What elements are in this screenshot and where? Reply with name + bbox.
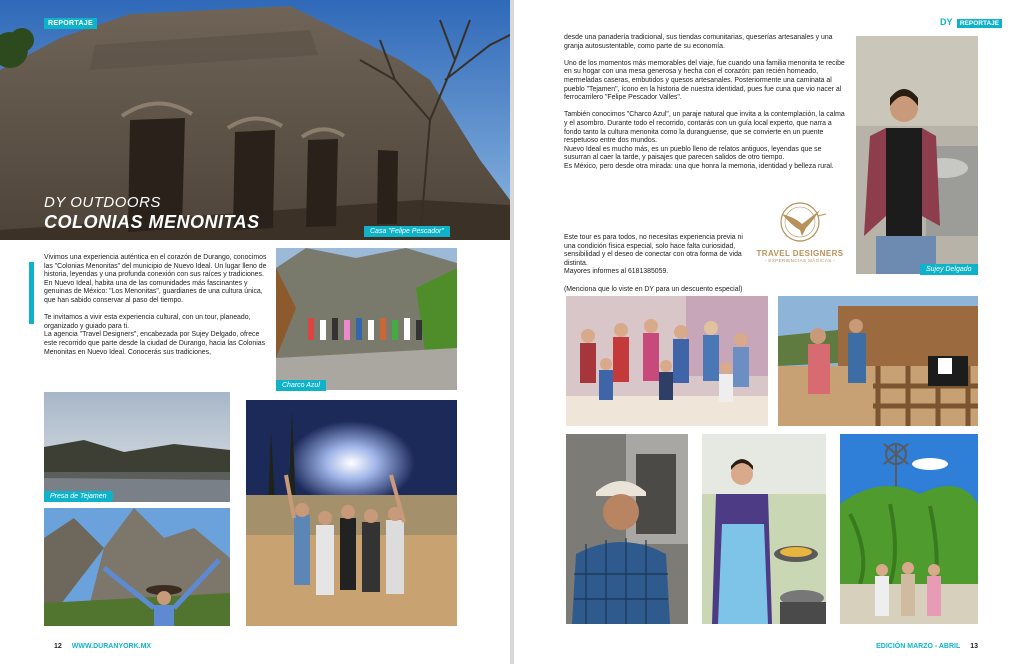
paragraph: En Nuevo Ideal, habita una de las comunidades más fascinantes y genuinas de México: "Los Menonitas", guardianes de una cultura única, que han sabido conservar al paso del tiempo.: [44, 279, 263, 304]
photo-sujey-delgado: [856, 36, 978, 274]
right-body-text-2: [564, 234, 750, 303]
brand-tagline: - EXPERIENCIAS MÁGICAS -: [764, 258, 836, 263]
paragraph: Vivimos una experiencia auténtica en el corazón de Durango, conocimos las "Colonias Menonitas" del municipio de Nuevo Ideal. Un lugar lleno de historia, leyendas y una profunda conexión con sus raíces y tradiciones.: [44, 254, 267, 279]
photo-presa-tejamen: [44, 392, 230, 502]
paragraph: Es México, pero desde otra mirada: una que honra la memoria, identidad y belleza rural.: [564, 162, 834, 170]
photo-mennonite-family: [566, 296, 768, 426]
footer-right: [876, 643, 978, 650]
footer-left: [54, 643, 151, 650]
photo-calf-feeding: [778, 296, 978, 426]
brand-name: TRAVEL DESIGNERS: [756, 249, 844, 258]
left-body-text: [44, 254, 270, 366]
photo-windmill-willow: [840, 434, 978, 624]
photo-charco-azul: [276, 248, 457, 390]
paragraph: La agencia "Travel Designers", encabezada por Sujey Delgado, ofrece este recorrido que parte desde la ciudad de Durango, hacia las Colonias Menonitas en Nuevo Ideal. Conocerás sus tradiciones,: [44, 331, 266, 356]
dy-logo: [940, 17, 1002, 27]
right-page: [514, 0, 1024, 664]
paragraph: También conocimos "Charco Azul", un paraje natural que invita a la contemplación, la calma y el asombro. Durante todo el recorrido, contarás con un guía local experto, que narra a fondo tanto la cultura menonita como la duranguense, que se convierte en un puente respetuoso entre dos mundos.: [564, 111, 845, 145]
paragraph: (Menciona que lo viste en DY para un descuento especial): [564, 285, 743, 293]
right-body-text: [564, 34, 846, 180]
page-number: 12: [54, 643, 62, 650]
caption-casa: Casa "Felipe Pescador": [364, 226, 450, 237]
caption-charco: Charco Azul: [276, 380, 326, 391]
dy-logo-letters: DY: [940, 17, 953, 27]
section-tag-label: REPORTAJE: [48, 20, 93, 27]
paragraph: Mayores informes al 6181385059.: [564, 268, 669, 276]
edition-label: EDICIÓN MARZO - ABRIL: [876, 643, 961, 650]
section-tag-right: REPORTAJE: [957, 19, 1002, 28]
page-title: COLONIAS MENONITAS: [44, 212, 260, 232]
paragraph: Nuevo Ideal es mucho más, es un pueblo lleno de relatos antiguos, leyendas que se susurran al caer la tarde, y paisajes que parecen salidos de otro tiempo.: [564, 145, 822, 162]
paragraph: Uno de los momentos más memorables del viaje, fue cuando una familia menonita te recibe en su hogar con una mesa generosa y hecha con el corazón: pan recién horneado, mermeladas caseras, embutidos y quesos artesanales. Posteriormente una caminata al pueblo "Tejamen", ícono en la historia de nuestra identidad, pues fue cuna que vio nacer al ferrocarrilero "Felipe Pescador Valles".: [564, 59, 845, 102]
photo-man-cap: [566, 434, 688, 624]
photo-woman-cooking: [702, 434, 826, 624]
hummingbird-icon: [772, 200, 828, 244]
section-tag: [44, 18, 97, 29]
website-link[interactable]: WWW.DURANYORK.MX: [71, 643, 152, 650]
paragraph: Este tour es para todos, no necesitas experiencia previa ni una condición física especial, solo hace falta curiosidad, sensibilidad y el deseo de conectar con otra forma de vida distinta.: [564, 234, 743, 267]
paragraph: desde una panadería tradicional, sus tiendas comunitarias, queserías artesanales y una granja autosustentable, como parte de su economía.: [564, 34, 833, 50]
page-number: 13: [970, 643, 978, 650]
caption-presa: Presa de Tejamen: [44, 491, 113, 502]
photo-night-group: [246, 400, 457, 626]
kicker: DY OUTDOORS: [44, 194, 161, 211]
travel-designers-logo: [750, 200, 850, 272]
caption-sujey: Sujey Delgado: [920, 264, 978, 275]
photo-canyon-woman: [44, 508, 230, 626]
accent-bar: [29, 262, 34, 324]
paragraph: Te invitamos a vivir esta experiencia cultural, con un tour, planeado, organizado y guiado para ti.: [44, 314, 251, 330]
left-page: [0, 0, 510, 664]
